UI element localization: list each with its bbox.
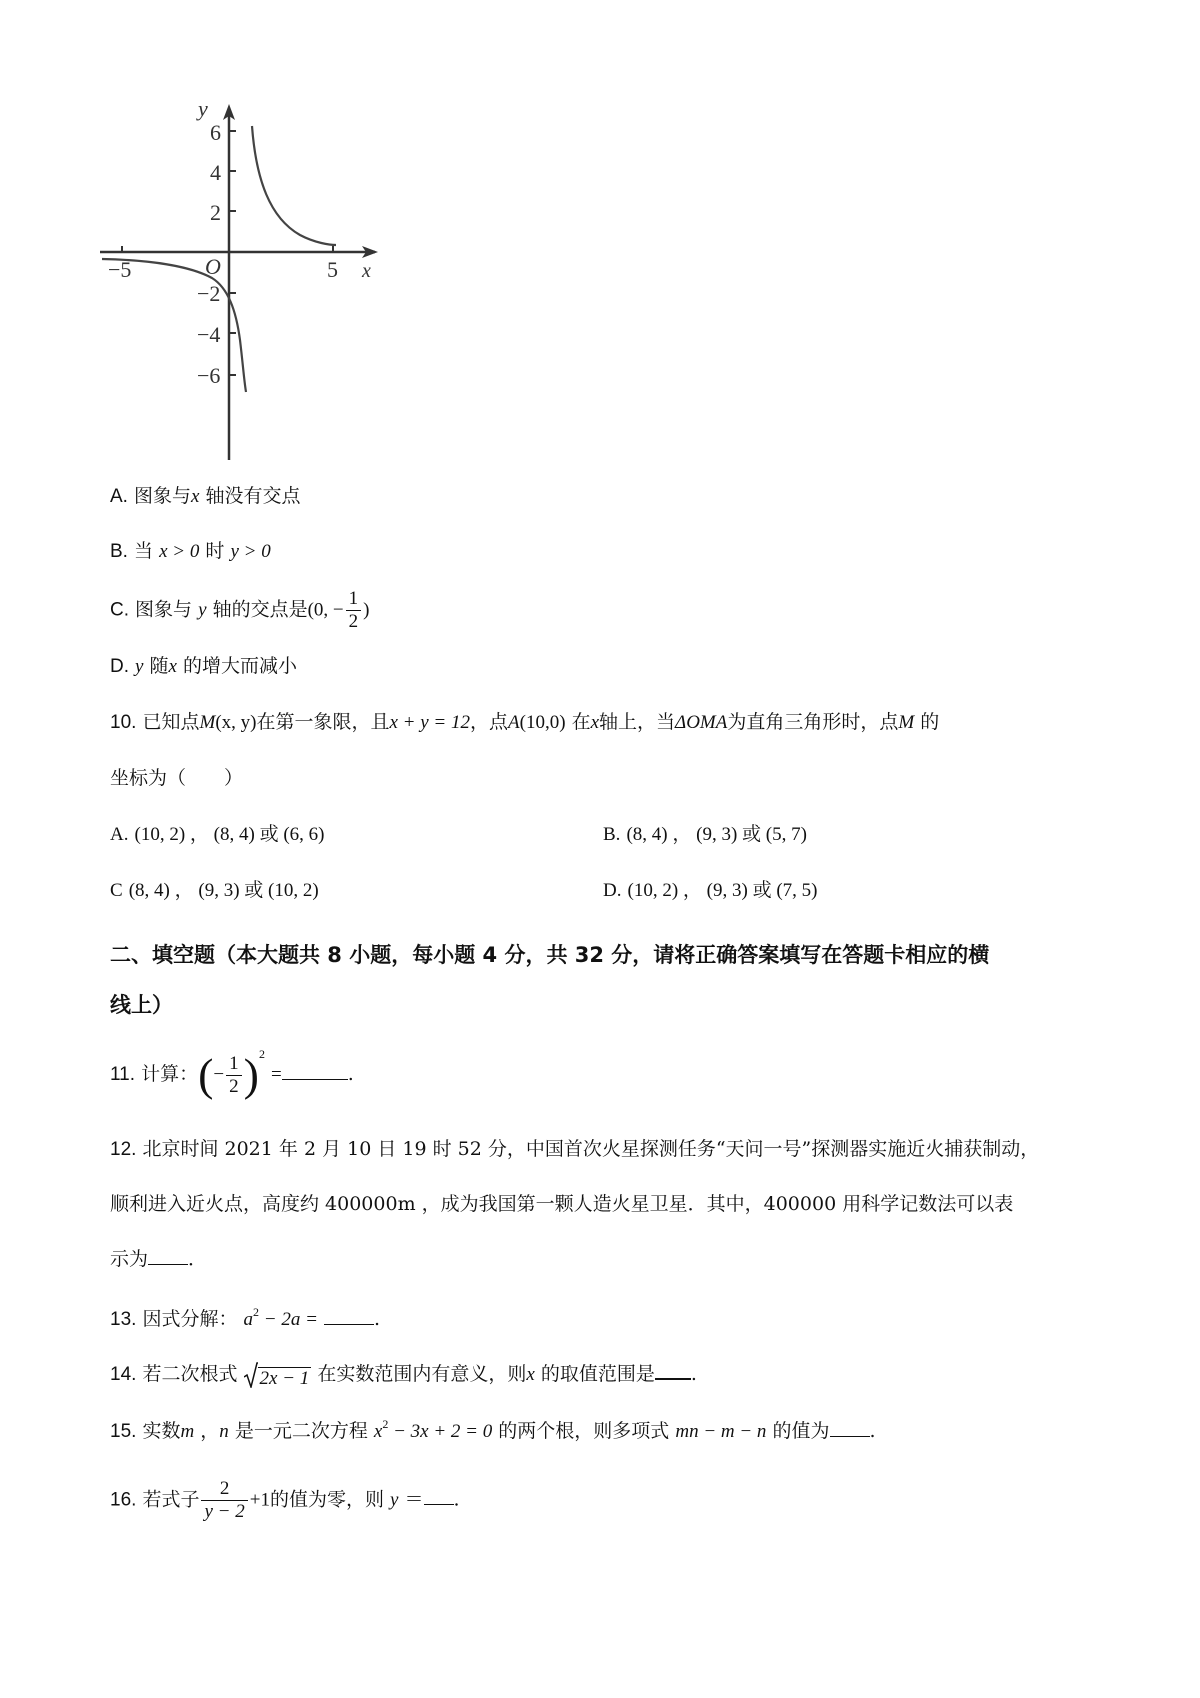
math-var: y bbox=[135, 656, 144, 677]
option-text: 轴没有交点 bbox=[205, 485, 301, 507]
origin-label: O bbox=[205, 254, 221, 279]
answer-blank[interactable] bbox=[830, 1434, 870, 1437]
fraction bbox=[201, 1478, 247, 1523]
option-prefix: D. bbox=[110, 656, 129, 677]
q11 bbox=[110, 1048, 354, 1098]
stem-text: 已知点 bbox=[142, 711, 200, 733]
option-text: 当 bbox=[134, 540, 154, 562]
point-suffix: ) bbox=[363, 599, 370, 621]
equals-sign: = bbox=[271, 1064, 282, 1085]
function-graph bbox=[100, 100, 400, 462]
end-punct: . bbox=[869, 1420, 876, 1442]
q10-option-a bbox=[110, 825, 325, 844]
q12-line3 bbox=[110, 1250, 207, 1269]
stem-text: 的值为零，则 bbox=[269, 1488, 384, 1511]
q10-option-c bbox=[110, 881, 319, 900]
math-var: A bbox=[508, 712, 520, 733]
stem-text: 轴上，当 bbox=[599, 711, 676, 733]
curve-right-branch bbox=[252, 126, 336, 245]
option-text: 的增大而减小 bbox=[183, 655, 298, 677]
numerator: 1 bbox=[346, 588, 362, 611]
stem-text: 在第一象限，且 bbox=[256, 711, 390, 733]
answer-blank[interactable] bbox=[148, 1262, 188, 1265]
q10-option-d bbox=[603, 881, 818, 900]
denominator: 2 bbox=[348, 610, 359, 632]
left-paren: ( bbox=[198, 1049, 214, 1100]
option-prefix: B. bbox=[603, 824, 621, 845]
answer-blank[interactable] bbox=[324, 1322, 374, 1325]
option-text: (8, 4) ， (9, 3) 或 (10, 2) bbox=[128, 880, 319, 901]
minus-sign: − bbox=[213, 1064, 225, 1085]
stem-text: 若式子 bbox=[142, 1488, 200, 1511]
math-condition: y > 0 bbox=[230, 541, 271, 562]
end-punct: . bbox=[453, 1488, 460, 1511]
q9-option-b bbox=[110, 542, 271, 561]
fraction bbox=[346, 588, 362, 633]
q9-option-a bbox=[110, 487, 301, 506]
section-heading-line2: 线上） bbox=[110, 993, 173, 1017]
x-tick-label: −5 bbox=[108, 257, 132, 282]
question-number: 13. bbox=[110, 1309, 137, 1330]
math-var: m bbox=[180, 1421, 195, 1442]
answer-blank[interactable] bbox=[424, 1502, 454, 1505]
stem-text: 实数 bbox=[142, 1420, 181, 1442]
math-var: M bbox=[898, 712, 915, 733]
option-text: (10, 2) ， (9, 3) 或 (7, 5) bbox=[627, 880, 818, 901]
math-expr: (10,0) bbox=[519, 712, 566, 733]
numerator: 2 bbox=[201, 1478, 247, 1501]
section-heading bbox=[110, 930, 1100, 1030]
option-text: (8, 4) ， (9, 3) 或 (5, 7) bbox=[626, 824, 807, 845]
exponent: 2 bbox=[253, 1305, 260, 1319]
y-axis-label: y bbox=[198, 100, 208, 121]
question-number: 12. bbox=[110, 1139, 137, 1160]
question-number: 14. bbox=[110, 1364, 137, 1385]
q12-line2: 顺利进入近火点，高度约 400000m ，成为我国第一颗人造火星卫星．其中，400000 用科学记数法可以表 bbox=[110, 1193, 1014, 1215]
radicand: 2x − 1 bbox=[259, 1368, 310, 1389]
end-punct: ． bbox=[188, 1248, 208, 1270]
math-expr: − 2a = bbox=[259, 1309, 318, 1330]
point-prefix: (0, − bbox=[307, 599, 344, 621]
y-tick-label: 2 bbox=[210, 200, 221, 225]
question-number: 15. bbox=[110, 1421, 137, 1442]
sqrt-expression bbox=[244, 1362, 312, 1388]
q10-option-b bbox=[603, 825, 807, 844]
y-tick-label: −4 bbox=[197, 322, 221, 347]
math-var: x bbox=[373, 1421, 383, 1442]
stem-text: 是一元二次方程 bbox=[234, 1420, 368, 1442]
answer-blank[interactable] bbox=[282, 1077, 348, 1080]
y-tick-label: 4 bbox=[210, 160, 221, 185]
option-text: 轴的交点是 bbox=[212, 598, 308, 621]
math-var: y bbox=[390, 1489, 399, 1511]
stem-text: 因式分解： bbox=[142, 1308, 238, 1330]
math-var: y bbox=[198, 599, 207, 621]
q12-line1 bbox=[110, 1140, 1039, 1159]
stem-text: 的取值范围是 bbox=[540, 1363, 655, 1385]
stem-text: 的值为 bbox=[772, 1420, 830, 1442]
math-expr: − 3x + 2 = 0 bbox=[388, 1421, 493, 1442]
q9-option-d bbox=[110, 657, 297, 676]
x-axis-label: x bbox=[362, 260, 371, 282]
y-tick-label: −6 bbox=[197, 363, 221, 388]
question-number: 10. bbox=[110, 712, 137, 733]
option-text: 图象与 bbox=[134, 485, 192, 507]
q9-option-c bbox=[110, 588, 369, 633]
section-heading-line1: 二、填空题（本大题共 8 小题，每小题 4 分，共 32 分，请将正确答案填写在答题卡相应的横 bbox=[110, 943, 990, 967]
math-var: n bbox=[219, 1421, 229, 1442]
stem-text: 在实数范围内有意义，则 bbox=[317, 1363, 527, 1385]
q13 bbox=[110, 1306, 380, 1329]
question-number: 16. bbox=[110, 1489, 137, 1511]
option-prefix: A. bbox=[110, 486, 128, 507]
stem-text: ，点 bbox=[470, 711, 509, 733]
equals-sign: ＝ bbox=[404, 1488, 424, 1511]
option-prefix: C. bbox=[110, 599, 129, 621]
numerator: 1 bbox=[226, 1053, 242, 1076]
answer-blank[interactable] bbox=[655, 1376, 691, 1380]
option-text: (10, 2) ， (8, 4) 或 (6, 6) bbox=[134, 824, 325, 845]
stem-text: 若二次根式 bbox=[142, 1363, 238, 1385]
math-expr: ΔOMA bbox=[675, 712, 728, 733]
x-tick-label: 5 bbox=[327, 257, 338, 282]
end-punct: . bbox=[373, 1308, 381, 1330]
math-expr: +1 bbox=[249, 1489, 270, 1511]
end-punct: . bbox=[690, 1363, 697, 1385]
y-tick-label: 6 bbox=[210, 120, 221, 145]
option-text: 图象与 bbox=[135, 598, 193, 621]
math-expr: mn − m − n bbox=[675, 1421, 767, 1442]
denominator: 2 bbox=[229, 1075, 239, 1097]
stem-text: 在 bbox=[571, 711, 591, 733]
q10-stem-line1 bbox=[110, 713, 939, 732]
stem-text: 为直角三角形时，点 bbox=[727, 711, 899, 733]
stem-text: 北京时间 2021 年 2 月 10 日 19 时 52 分，中国首次火星探测任务“天问一号”探测器实施近火捕获制动， bbox=[142, 1138, 1040, 1160]
radical-sign-icon bbox=[244, 1362, 258, 1388]
math-var: x bbox=[526, 1364, 535, 1385]
q14 bbox=[110, 1362, 697, 1388]
stem-text: 计算： bbox=[141, 1063, 199, 1085]
question-number: 11. bbox=[110, 1064, 136, 1085]
q10-stem-line2: 坐标为（ ） bbox=[110, 767, 244, 789]
option-prefix: A. bbox=[110, 824, 129, 845]
option-text: 随 bbox=[149, 655, 169, 677]
stem-text: 的 bbox=[920, 711, 940, 733]
math-var: x bbox=[191, 486, 200, 507]
y-tick-label: −2 bbox=[197, 281, 221, 306]
fraction bbox=[226, 1053, 242, 1098]
option-text: 时 bbox=[205, 540, 225, 562]
exponent: 2 bbox=[258, 1047, 265, 1061]
math-var: x bbox=[590, 712, 600, 733]
math-var: M bbox=[199, 712, 216, 733]
q16 bbox=[110, 1478, 460, 1523]
right-paren: ) bbox=[243, 1049, 259, 1100]
stem-text: 的两个根，则多项式 bbox=[498, 1420, 670, 1442]
option-prefix: C bbox=[110, 880, 123, 901]
denominator: y − 2 bbox=[204, 1500, 245, 1522]
exponent: 2 bbox=[382, 1417, 389, 1431]
math-expr: x + y = 12 bbox=[389, 712, 470, 733]
q15 bbox=[110, 1418, 876, 1441]
stem-text: 示为 bbox=[110, 1248, 149, 1270]
punct: ， bbox=[200, 1420, 220, 1442]
math-var: a bbox=[243, 1309, 254, 1330]
option-prefix: D. bbox=[603, 880, 622, 901]
end-punct: . bbox=[347, 1063, 354, 1085]
option-prefix: B. bbox=[110, 541, 128, 562]
math-var: x bbox=[168, 656, 177, 677]
math-condition: x > 0 bbox=[159, 541, 200, 562]
math-expr: (x, y) bbox=[215, 712, 257, 733]
